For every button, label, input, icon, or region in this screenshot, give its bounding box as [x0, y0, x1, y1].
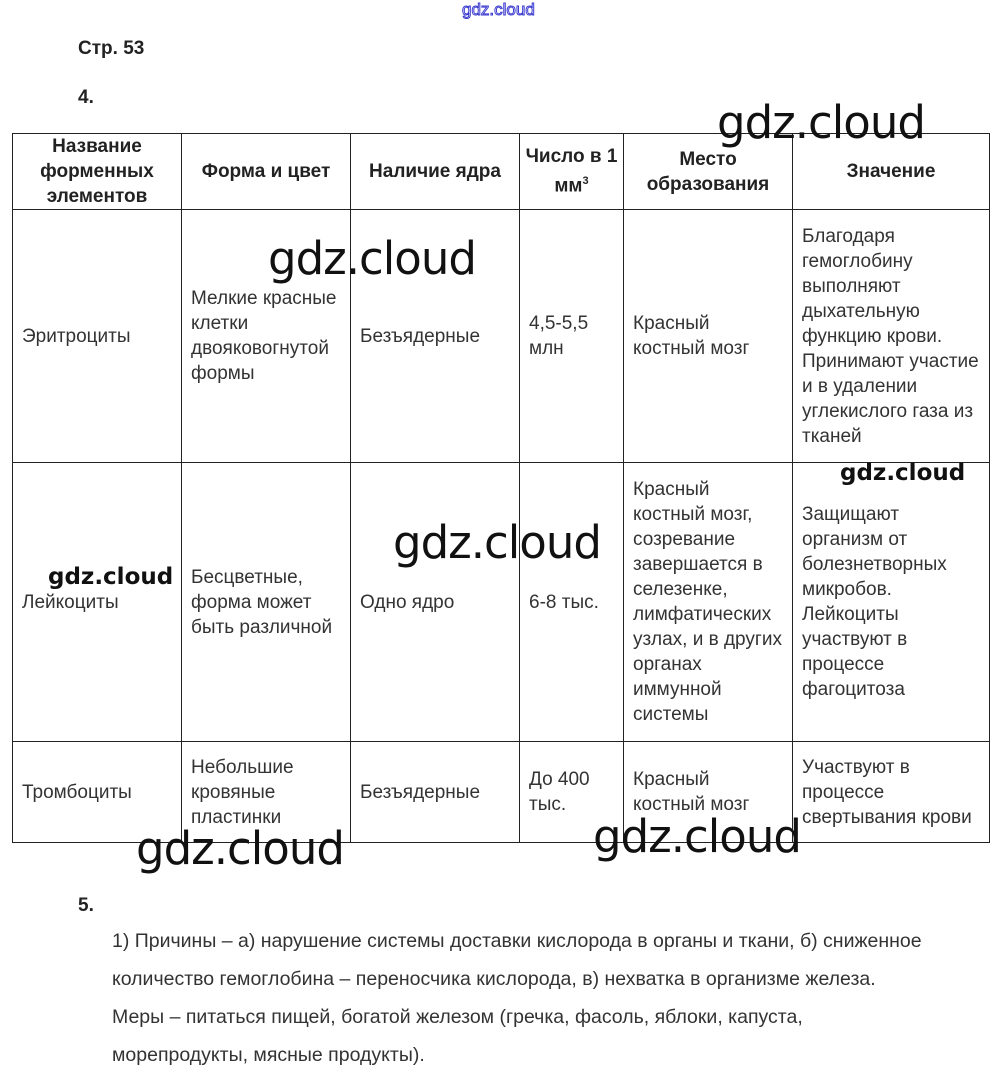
- task-5-answer: 1) Причины – а) нарушение системы доставки кислорода в органы и ткани, б) сниженное количество гемоглобина – переносчика кислорода, в) нехватка в организме железа. Меры – питаться пищей, богатой железом (гречка, фасоль, яблоки, капуста, морепродукты, мясные продукты).: [112, 930, 922, 1066]
- header-origin: Место образования: [624, 134, 793, 210]
- table-row: [13, 210, 990, 463]
- cell-name: Лейкоциты: [13, 463, 182, 742]
- task-4-number: 4.: [78, 87, 94, 108]
- table-row: [13, 463, 990, 742]
- header-nucleus: Наличие ядра: [351, 134, 520, 210]
- cell-function: Участвуют в процессе свертывания крови: [793, 742, 990, 843]
- header-count-text: Число в 1 мм: [525, 146, 618, 197]
- cell-origin: Красный костный мозг: [624, 210, 793, 463]
- watermark: gdz.cloud: [48, 564, 174, 590]
- cell-shape: Бесцветные, форма может быть различной: [182, 463, 351, 742]
- cell-count: До 400 тыс.: [520, 742, 624, 843]
- task-5-number: 5.: [78, 895, 94, 916]
- watermark: gdz.cloud: [136, 822, 344, 875]
- header-name: Название форменных элементов: [13, 134, 182, 210]
- watermark: gdz.cloud: [840, 460, 966, 486]
- cell-count: 6-8 тыс.: [520, 463, 624, 742]
- cell-origin: Красный костный мозг: [624, 742, 793, 843]
- cell-origin: Красный костный мозг, созревание завершается в селезенке, лимфатических узлах, и в других органах иммунной системы: [624, 463, 793, 742]
- cell-name: Эритроциты: [13, 210, 182, 463]
- cell-function: Благодаря гемоглобину выполняют дыхательную функцию крови. Принимают участие и в удалении углекислого газа из тканей: [793, 210, 990, 463]
- watermark: gdz.cloud: [717, 96, 925, 149]
- header-shape: Форма и цвет: [182, 134, 351, 210]
- cell-name: Тромбоциты: [13, 742, 182, 843]
- header-function: Значение: [793, 134, 990, 210]
- watermark: gdz.cloud: [593, 810, 801, 863]
- cell-nucleus: Безъядерные: [351, 210, 520, 463]
- header-count: [520, 134, 624, 210]
- cell-count: 4,5-5,5 млн: [520, 210, 624, 463]
- cell-function: Защищают организм от болезнетворных микробов. Лейкоциты участвуют в процессе фагоцитоза: [793, 463, 990, 742]
- watermark: gdz.cloud: [268, 232, 476, 285]
- blood-cells-table: [12, 133, 990, 843]
- header-count-sup: 3: [582, 175, 589, 188]
- cell-shape: Небольшие кровяные пластинки: [182, 742, 351, 843]
- watermark: gdz.cloud: [393, 516, 601, 569]
- cell-shape: Мелкие красные клетки двояковогнутой формы: [182, 210, 351, 463]
- site-watermark-top: gdz.cloud: [462, 0, 535, 19]
- page-reference: Стр. 53: [78, 38, 145, 59]
- cell-nucleus: Одно ядро: [351, 463, 520, 742]
- cell-nucleus: Безъядерные: [351, 742, 520, 843]
